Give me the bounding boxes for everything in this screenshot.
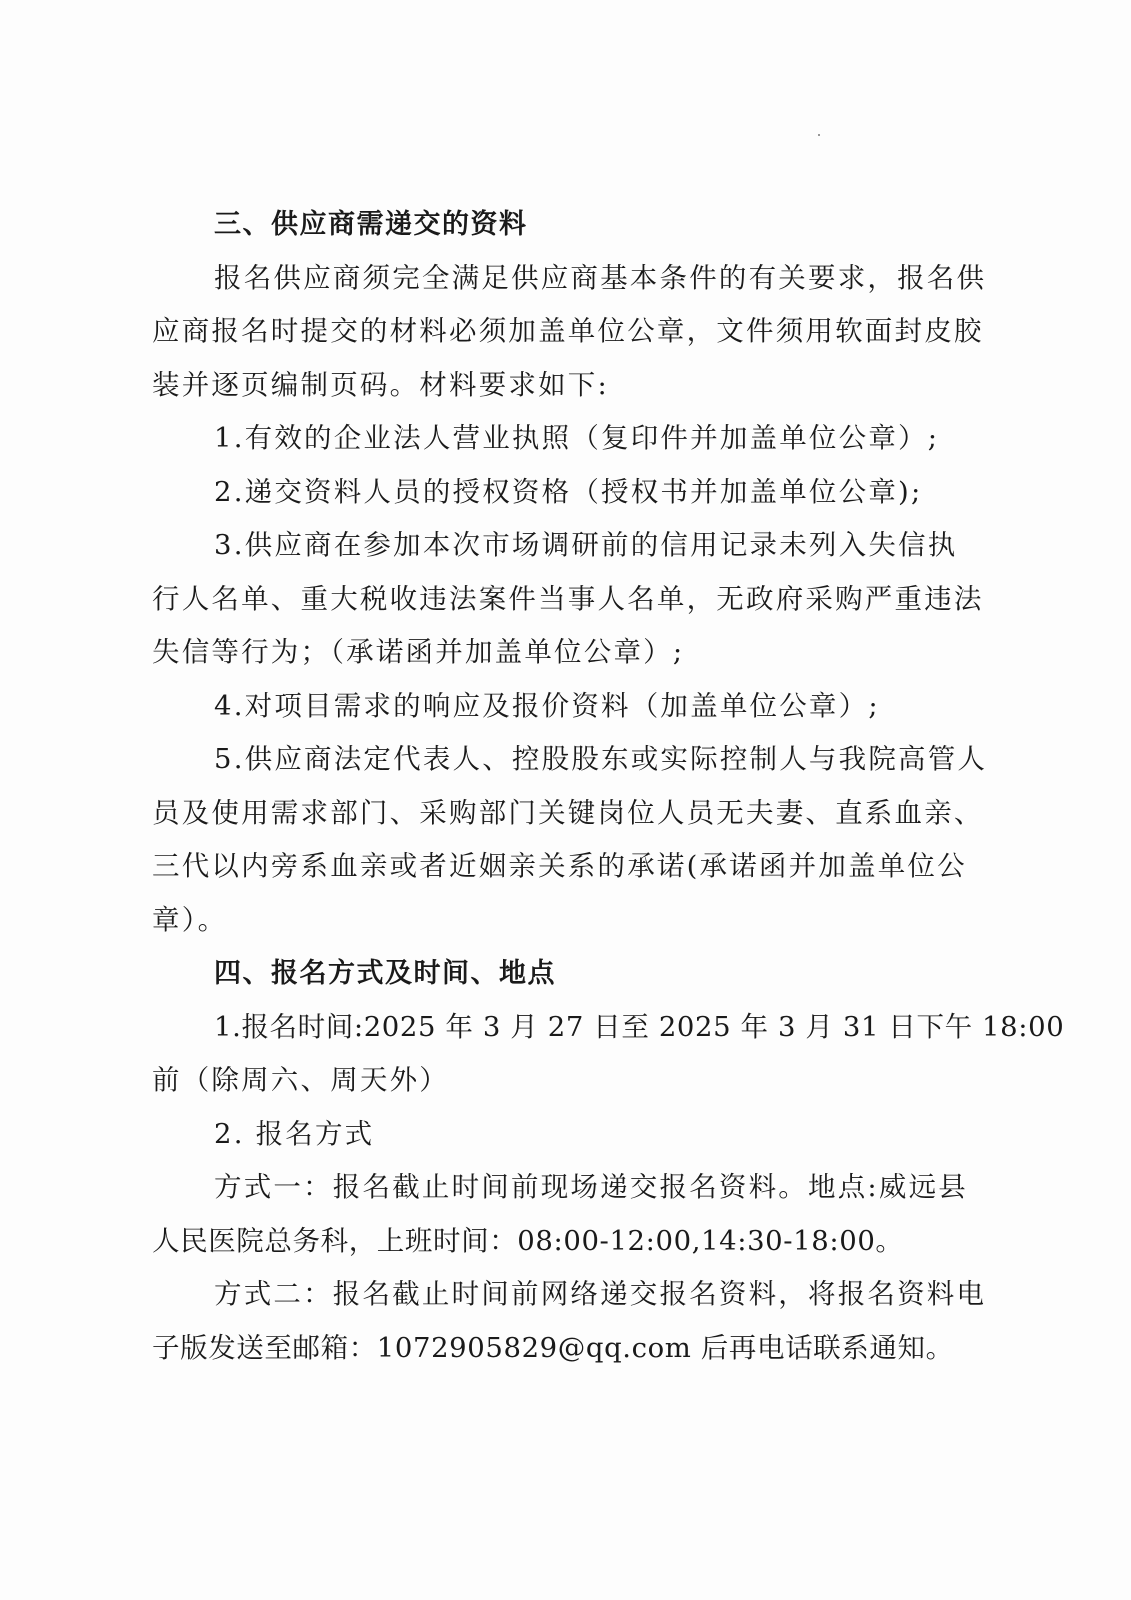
method-1-line-1: 方式一：报名截止时间前现场递交报名资料。地点:威远县	[214, 1171, 968, 1203]
registration-time-line-1: 1.报名时间:2025 年 3 月 27 日至 2025 年 3 月 31 日下午 18:00	[214, 1010, 1065, 1043]
requirement-item-5-line-1: 5.供应商法定代表人、控股股东或实际控制人与我院高管人	[214, 743, 988, 775]
requirement-item-2: 2.递交资料人员的授权资格（授权书并加盖单位公章);	[214, 475, 923, 508]
scan-speck	[818, 134, 820, 136]
document-body	[152, 198, 1065, 1375]
registration-time-line-2: 前（除周六、周天外）	[152, 1064, 449, 1096]
method-1-line-2: 人民医院总务科，上班时间：08:00-12:00,14:30-18:00。	[152, 1224, 904, 1257]
section-3-intro-line-3: 装并逐页编制页码。材料要求如下:	[152, 368, 609, 401]
method-2-line-2: 子版发送至邮箱：1072905829@qq.com 后再电话联系通知。	[152, 1331, 954, 1364]
section-4-heading: 四、报名方式及时间、地点	[214, 958, 556, 989]
requirement-item-3-line-2: 行人名单、重大税收违法案件当事人名单，无政府采购严重违法	[152, 582, 984, 615]
requirement-item-3-line-3: 失信等行为；（承诺函并加盖单位公章）;	[152, 636, 685, 668]
section-3-intro-line-2: 应商报名时提交的材料必须加盖单位公章，文件须用软面封皮胶	[152, 315, 984, 347]
section-3-intro-line-1: 报名供应商须完全满足供应商基本条件的有关要求，报名供	[214, 261, 987, 294]
registration-method-title: 2. 报名方式	[214, 1117, 375, 1150]
requirement-item-5-line-4: 章）。	[152, 903, 228, 936]
section-3-heading: 三、供应商需递交的资料	[214, 209, 528, 240]
requirement-item-5-line-3: 三代以内旁系血亲或者近姻亲关系的承诺(承诺函并加盖单位公	[152, 850, 967, 882]
requirement-item-1: 1.有效的企业法人营业执照（复印件并加盖单位公章）;	[214, 422, 940, 454]
method-2-line-1: 方式二：报名截止时间前网络递交报名资料，将报名资料电	[214, 1278, 987, 1310]
requirement-item-5-line-2: 员及使用需求部门、采购部门关键岗位人员无夫妻、直系血亲、	[152, 796, 984, 829]
requirement-item-3-line-1: 3.供应商在参加本次市场调研前的信用记录未列入失信执	[214, 529, 958, 561]
requirement-item-4: 4.对项目需求的响应及报价资料（加盖单位公章）;	[214, 689, 880, 722]
